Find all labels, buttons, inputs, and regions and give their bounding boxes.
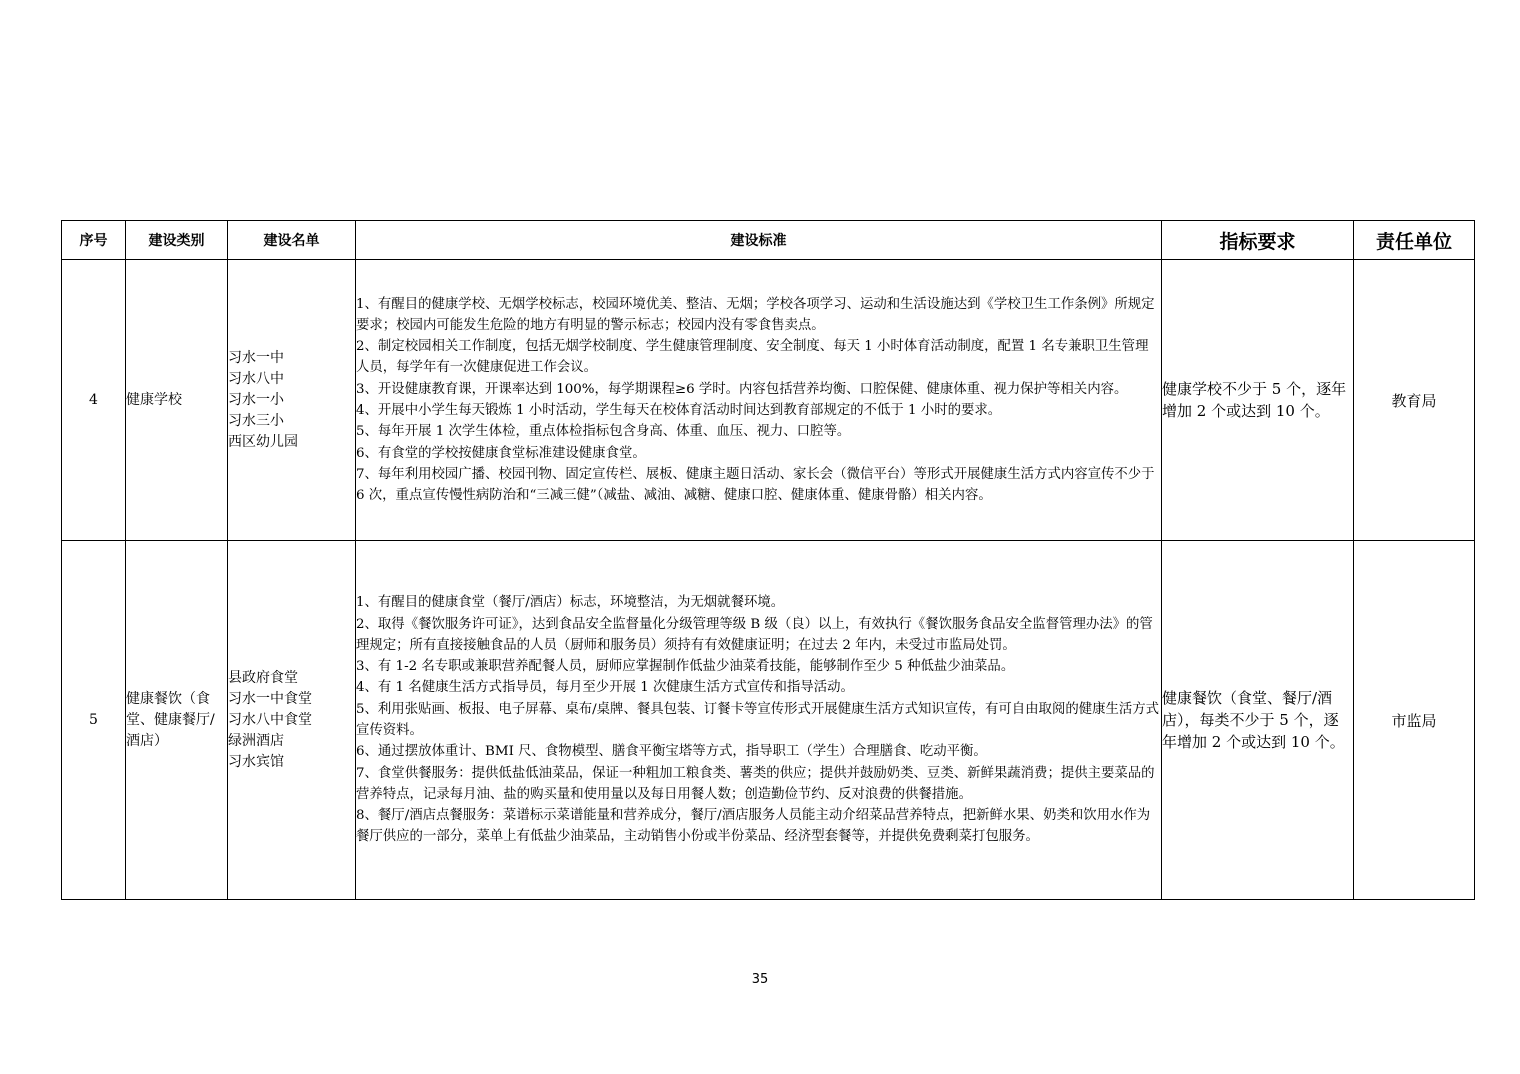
row-serial-number: 5 xyxy=(62,541,126,900)
name-list-item: 习水一中 xyxy=(228,349,284,366)
name-list-item: 习水八中 xyxy=(228,370,284,387)
table-header-row xyxy=(62,221,1475,260)
standard-item: 7、每年利用校园广播、校园刊物、固定宣传栏、展板、健康主题日活动、家长会（微信平台）等形式开展健康生活方式内容宣传不少于 6 次，重点宣传慢性病防治和“三减三健”（减盐、减油、减糖、健康口腔、健康体重、健康骨骼）相关内容。 xyxy=(356,466,1155,504)
standard-item: 5、利用张贴画、板报、电子屏幕、桌布/桌牌、餐具包装、订餐卡等宣传形式开展健康生活方式知识宣传，有可自由取阅的健康生活方式宣传资料。 xyxy=(356,701,1160,738)
header-names: 建设名单 xyxy=(228,221,356,260)
name-list-item: 西区幼儿园 xyxy=(228,433,298,450)
standard-item: 5、每年开展 1 次学生体检，重点体检指标包含身高、体重、血压、视力、口腔等。 xyxy=(356,424,851,440)
table-row xyxy=(62,260,1475,541)
name-list-item: 习水三小 xyxy=(228,412,284,429)
standard-item: 3、有 1-2 名专职或兼职营养配餐人员，厨师应掌握制作低盐少油菜肴技能，能够制作至少 5 种低盐少油菜品。 xyxy=(356,659,1015,675)
row-requirement: 健康学校不少于 5 个，逐年增加 2 个或达到 10 个。 xyxy=(1162,260,1354,541)
row-standards xyxy=(356,260,1162,541)
page-number: 35 xyxy=(751,972,769,987)
name-list-item: 县政府食堂 xyxy=(228,669,298,686)
name-list-item: 习水宾馆 xyxy=(228,753,284,770)
standard-item: 1、有醒目的健康食堂（餐厅/酒店）标志，环境整洁，为无烟就餐环境。 xyxy=(356,595,785,611)
header-serial-number: 序号 xyxy=(62,221,126,260)
standard-item: 1、有醒目的健康学校、无烟学校标志，校园环境优美、整洁、无烟；学校各项学习、运动和生活设施达到《学校卫生工作条例》所规定要求；校园内可能发生危险的地方有明显的警示标志；校园内没有零食售卖点。 xyxy=(356,296,1155,333)
header-requirement: 指标要求 xyxy=(1162,221,1354,260)
standard-item: 8、餐厅/酒店点餐服务：菜谱标示菜谱能量和营养成分，餐厅/酒店服务人员能主动介绍菜品营养特点，把新鲜水果、奶类和饮用水作为餐厅供应的一部分，菜单上有低盐少油菜品，主动销售小份或半份菜品、经济型套餐等，并提供免费剩菜打包服务。 xyxy=(356,808,1151,845)
construction-standards-table xyxy=(61,220,1475,900)
table-row xyxy=(62,541,1475,900)
standard-item: 6、通过摆放体重计、BMI 尺、食物模型、膳食平衡宝塔等方式，指导职工（学生）合理膳食、吃动平衡。 xyxy=(356,744,987,760)
standard-item: 2、制定校园相关工作制度，包括无烟学校制度、学生健康管理制度、安全制度、每天 1 小时体育活动制度，配置 1 名专兼职卫生管理人员，每学年有一次健康促进工作会议。 xyxy=(356,339,1149,376)
standard-item: 3、开设健康教育课，开课率达到 100%，每学期课程≥6 学时。内容包括营养均衡、口腔保健、健康体重、视力保护等相关内容。 xyxy=(356,381,1128,397)
header-responsible-unit: 责任单位 xyxy=(1354,221,1475,260)
name-list-item: 习水八中食堂 xyxy=(228,711,312,728)
name-list-item: 习水一中食堂 xyxy=(228,690,312,707)
row-responsible-unit: 教育局 xyxy=(1354,260,1475,541)
row-standards xyxy=(356,541,1162,900)
header-standard: 建设标准 xyxy=(356,221,1162,260)
header-category: 建设类别 xyxy=(126,221,228,260)
row-name-list xyxy=(228,541,356,900)
row-name-list xyxy=(228,260,356,541)
standard-item: 7、食堂供餐服务：提供低盐低油菜品，保证一种粗加工粮食类、薯类的供应；提供并鼓励奶类、豆类、新鲜果蔬消费；提供主要菜品的营养特点，记录每月油、盐的购买量和使用量以及每日用餐人数；创造勤俭节约、反对浪费的供餐措施。 xyxy=(356,765,1155,802)
row-serial-number: 4 xyxy=(62,260,126,541)
row-category: 健康餐饮（食堂、健康餐厅/酒店） xyxy=(126,541,228,900)
row-responsible-unit: 市监局 xyxy=(1354,541,1475,900)
row-requirement: 健康餐饮（食堂、餐厅/酒店），每类不少于 5 个，逐年增加 2 个或达到 10 个。 xyxy=(1162,541,1354,900)
standard-item: 6、有食堂的学校按健康食堂标准建设健康食堂。 xyxy=(356,445,646,461)
standard-item: 2、取得《餐饮服务许可证》，达到食品安全监督量化分级管理等级 B 级（良）以上，有效执行《餐饮服务食品安全监督管理办法》的管理规定；所有直接接触食品的人员（厨师和服务员）须持有有效健康证明；在过去 2 年内，未受过市监局处罚。 xyxy=(356,616,1153,653)
name-list-item: 习水一小 xyxy=(228,391,284,408)
row-category: 健康学校 xyxy=(126,260,228,541)
standard-item: 4、开展中小学生每天锻炼 1 小时活动，学生每天在校体育活动时间达到教育部规定的不低于 1 小时的要求。 xyxy=(356,403,1002,418)
standard-item: 4、有 1 名健康生活方式指导员，每月至少开展 1 次健康生活方式宣传和指导活动。 xyxy=(356,680,854,696)
name-list-item: 绿洲酒店 xyxy=(228,732,284,749)
